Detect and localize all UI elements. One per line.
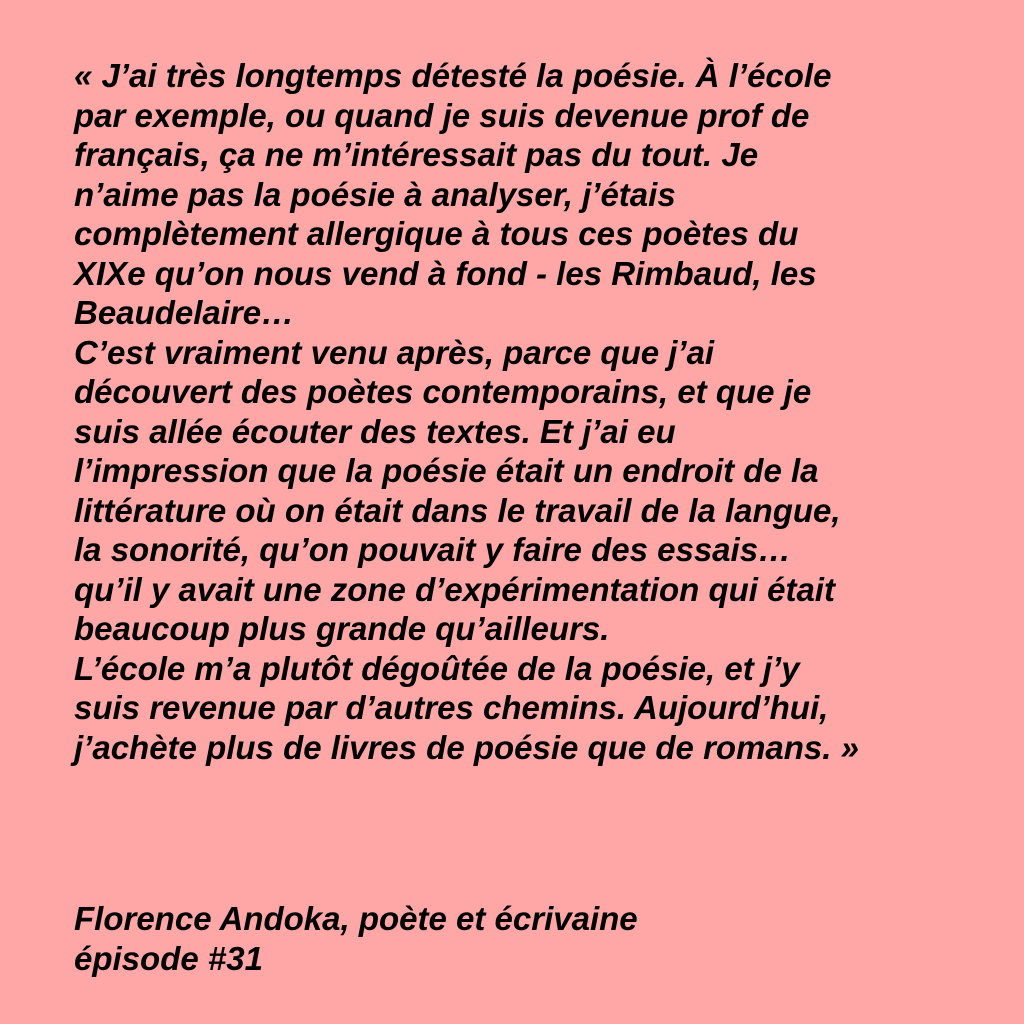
quote-line: français, ça ne m’intéressait pas du tout. Je <box>74 136 759 173</box>
quote-line: complètement allergique à tous ces poètes du <box>74 215 799 252</box>
quote-line: littérature où on était dans le travail de la langue, <box>74 491 841 529</box>
attribution <box>74 899 638 978</box>
quote-line: n’aime pas la poésie à analyser, j’étais <box>74 175 676 213</box>
quote-line: beaucoup plus grande qu’ailleurs. <box>74 610 610 647</box>
quote-line: C’est vraiment venu après, parce que j’ai <box>74 333 715 371</box>
quote-line: j’achète plus de livres de poésie que de romans. » <box>74 728 859 766</box>
quote-line: suis revenue par d’autres chemins. Aujourd’hui, <box>74 689 829 726</box>
quote-line: L’école m’a plutôt dégoûtée de la poésie, et j’y <box>74 649 800 687</box>
quote-line: découvert des poètes contemporains, et que je <box>74 373 812 410</box>
quote-text <box>74 56 859 767</box>
quote-line: la sonorité, qu’on pouvait y faire des essais… <box>74 531 792 568</box>
quote-line: XIXe qu’on nous vend à fond - les Rimbaud, les <box>74 254 817 292</box>
episode-label: épisode #31 <box>74 939 263 977</box>
quote-line: par exemple, ou quand je suis devenue prof de <box>74 96 810 134</box>
quote-line: suis allée écouter des textes. Et j’ai eu <box>74 412 676 450</box>
quote-line: qu’il y avait une zone d’expérimentation qui était <box>74 570 835 608</box>
author-credit: Florence Andoka, poète et écrivaine <box>74 900 638 937</box>
quote-line: Beaudelaire… <box>74 294 295 331</box>
quote-line: « J’ai très longtemps détesté la poésie. À l’école <box>74 57 832 94</box>
quote-line: l’impression que la poésie était un endroit de la <box>74 452 819 489</box>
